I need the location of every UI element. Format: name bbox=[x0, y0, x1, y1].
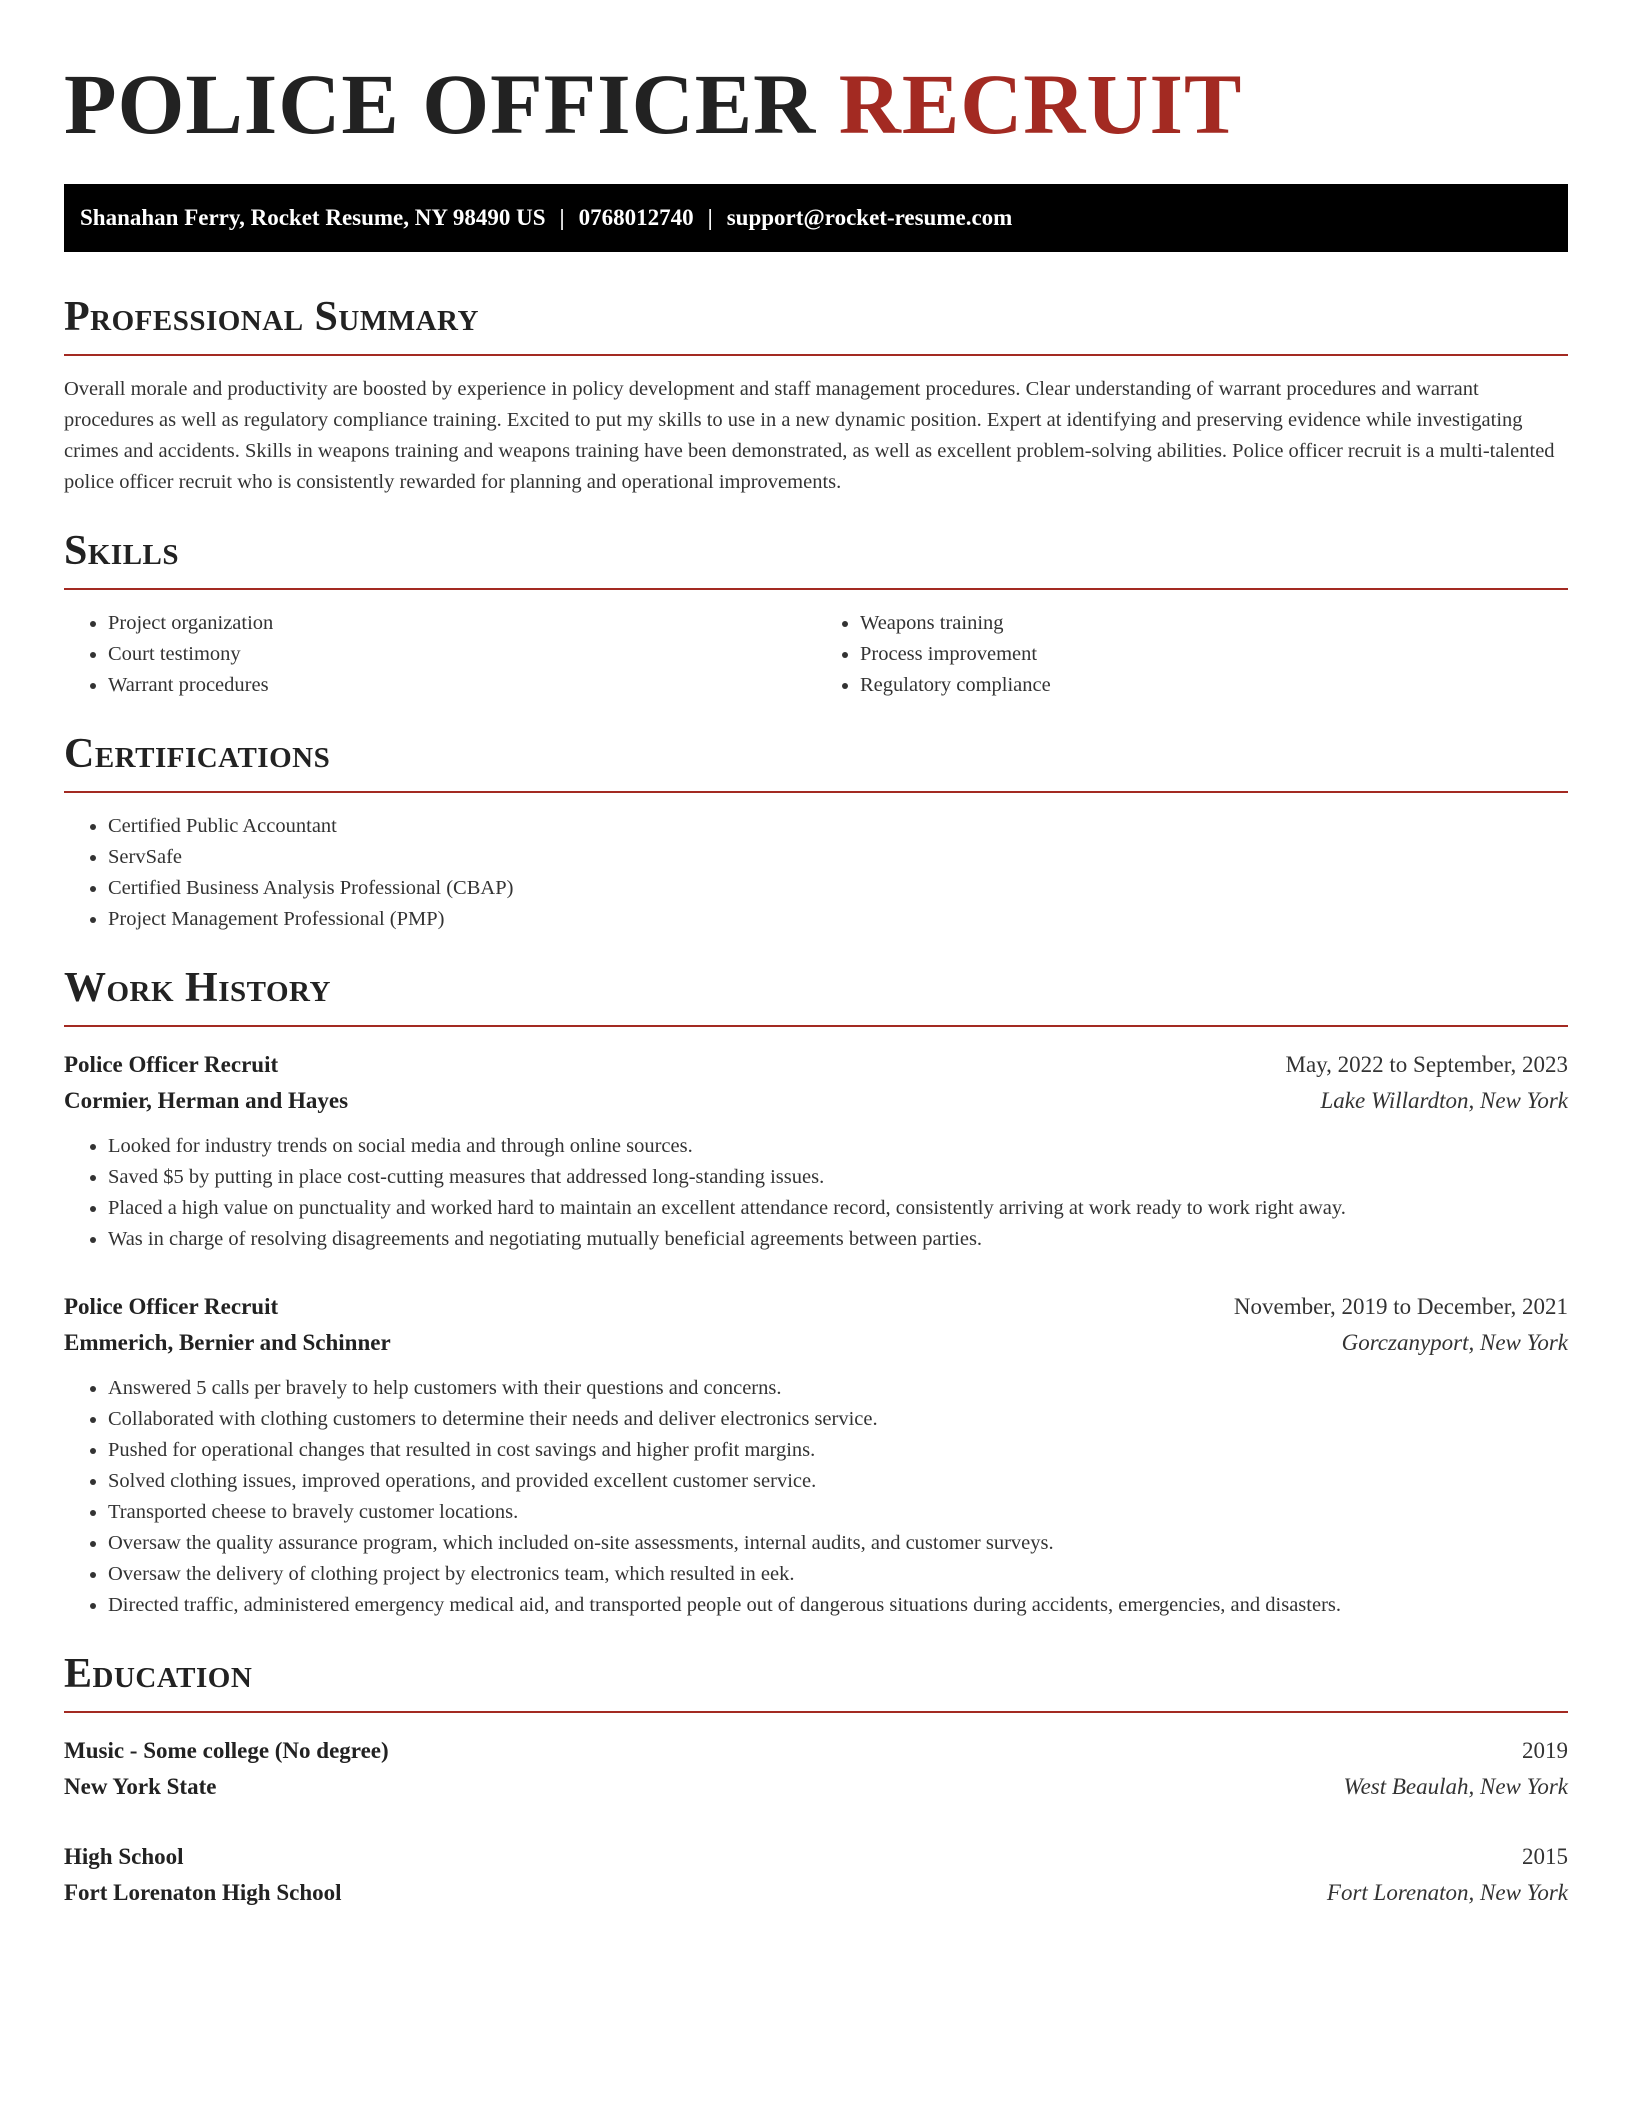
education-header-row bbox=[64, 1839, 1568, 1875]
skills-grid bbox=[64, 608, 1568, 701]
education-school-row bbox=[64, 1769, 1568, 1805]
job-bullet: • Oversaw the delivery of clothing project by electronics team, which resulted in eek. bbox=[108, 1559, 1568, 1590]
skill-item: • Weapons training bbox=[860, 608, 1568, 639]
certification-item: • Certified Public Accountant bbox=[108, 811, 1568, 842]
job-entry bbox=[64, 1289, 1568, 1621]
title-accent: RECRUIT bbox=[838, 56, 1243, 152]
skill-item: • Regulatory compliance bbox=[860, 670, 1568, 701]
job-bullet: • Solved clothing issues, improved operations, and provided excellent customer service. bbox=[108, 1466, 1568, 1497]
certification-item: • Project Management Professional (PMP) bbox=[108, 904, 1568, 935]
job-company: Emmerich, Bernier and Schinner bbox=[64, 1330, 391, 1355]
education-year: 2019 bbox=[1522, 1738, 1568, 1763]
skill-item: • Process improvement bbox=[860, 639, 1568, 670]
work-history-heading: Work History bbox=[64, 965, 1568, 1027]
job-entry bbox=[64, 1047, 1568, 1255]
certifications-list bbox=[64, 811, 1568, 935]
title-main: POLICE OFFICER bbox=[64, 56, 817, 152]
contact-phone: 0768012740 bbox=[578, 205, 694, 230]
skills-heading: Skills bbox=[64, 528, 1568, 590]
skills-list-right bbox=[816, 608, 1568, 701]
job-company-row bbox=[64, 1083, 1568, 1119]
education-section bbox=[64, 1651, 1568, 1911]
education-year: 2015 bbox=[1522, 1844, 1568, 1869]
certification-item: • Certified Business Analysis Professional (CBAP) bbox=[108, 873, 1568, 904]
job-company: Cormier, Herman and Hayes bbox=[64, 1088, 349, 1113]
job-company-row bbox=[64, 1325, 1568, 1361]
education-school: New York State bbox=[64, 1774, 217, 1799]
job-location: Lake Willardton, New York bbox=[1320, 1088, 1568, 1113]
skills-section bbox=[64, 528, 1568, 701]
summary-section bbox=[64, 294, 1568, 498]
summary-text: Overall morale and productivity are boosted by experience in policy development and staff management procedures. Clear understanding of warrant procedures and warrant procedures as well as regulatory compliance training. Excited to put my skills to use in a new dynamic position. Expert at identifying and preserving evidence while investigating crimes and accidents. Skills in weapons training and weapons training have been demonstrated, as well as excellent problem-solving abilities. Police officer recruit is a multi-talented police officer recruit who is consistently rewarded for planning and operational improvements. bbox=[64, 378, 1555, 493]
education-degree: Music - Some college (No degree) bbox=[64, 1738, 389, 1763]
certification-item: • ServSafe bbox=[108, 842, 1568, 873]
resume-title bbox=[64, 56, 1568, 152]
contact-bar bbox=[64, 184, 1568, 252]
education-degree: High School bbox=[64, 1844, 184, 1869]
job-bullet: • Answered 5 calls per bravely to help customers with their questions and concerns. bbox=[108, 1373, 1568, 1404]
job-role: Police Officer Recruit bbox=[64, 1294, 279, 1319]
education-location: West Beaulah, New York bbox=[1343, 1774, 1568, 1799]
job-bullet: • Transported cheese to bravely customer locations. bbox=[108, 1497, 1568, 1528]
skill-item: • Warrant procedures bbox=[108, 670, 816, 701]
job-bullet: • Directed traffic, administered emergency medical aid, and transported people out of dangerous situations during accidents, emergencies, and disasters. bbox=[108, 1590, 1568, 1621]
education-header-row bbox=[64, 1733, 1568, 1769]
contact-separator: | bbox=[707, 205, 713, 230]
job-bullet: • Saved $5 by putting in place cost-cutting measures that addressed long-standing issues. bbox=[108, 1162, 1568, 1193]
work-history-section bbox=[64, 965, 1568, 1621]
job-bullets bbox=[64, 1373, 1568, 1621]
certifications-section bbox=[64, 731, 1568, 935]
job-bullet: • Looked for industry trends on social media and through online sources. bbox=[108, 1131, 1568, 1162]
skill-item: • Court testimony bbox=[108, 639, 816, 670]
job-bullet: • Placed a high value on punctuality and worked hard to maintain an excellent attendance record, consistently arriving at work ready to work right away. bbox=[108, 1193, 1568, 1224]
education-location: Fort Lorenaton, New York bbox=[1326, 1880, 1568, 1905]
job-bullet: • Collaborated with clothing customers to determine their needs and deliver electronics service. bbox=[108, 1404, 1568, 1435]
job-bullet: • Pushed for operational changes that resulted in cost savings and higher profit margins. bbox=[108, 1435, 1568, 1466]
job-header-row bbox=[64, 1289, 1568, 1325]
contact-address: Shanahan Ferry, Rocket Resume, NY 98490 US bbox=[80, 205, 546, 230]
job-dates: May, 2022 to September, 2023 bbox=[1285, 1052, 1568, 1077]
skill-item: • Project organization bbox=[108, 608, 816, 639]
education-school: Fort Lorenaton High School bbox=[64, 1880, 342, 1905]
education-entry bbox=[64, 1733, 1568, 1805]
education-heading: Education bbox=[64, 1651, 1568, 1713]
job-role: Police Officer Recruit bbox=[64, 1052, 279, 1077]
job-bullets bbox=[64, 1131, 1568, 1255]
job-bullet: • Oversaw the quality assurance program, which included on-site assessments, internal audits, and customer surveys. bbox=[108, 1528, 1568, 1559]
education-school-row bbox=[64, 1875, 1568, 1911]
skills-list-left bbox=[64, 608, 816, 701]
job-header-row bbox=[64, 1047, 1568, 1083]
job-dates: November, 2019 to December, 2021 bbox=[1233, 1294, 1568, 1319]
summary-heading: Professional Summary bbox=[64, 294, 1568, 356]
contact-email: support@rocket-resume.com bbox=[726, 205, 1013, 230]
job-bullet: • Was in charge of resolving disagreements and negotiating mutually beneficial agreements between parties. bbox=[108, 1224, 1568, 1255]
contact-separator: | bbox=[559, 205, 565, 230]
job-location: Gorczanyport, New York bbox=[1341, 1330, 1568, 1355]
education-entry bbox=[64, 1839, 1568, 1911]
certifications-heading: Certifications bbox=[64, 731, 1568, 793]
